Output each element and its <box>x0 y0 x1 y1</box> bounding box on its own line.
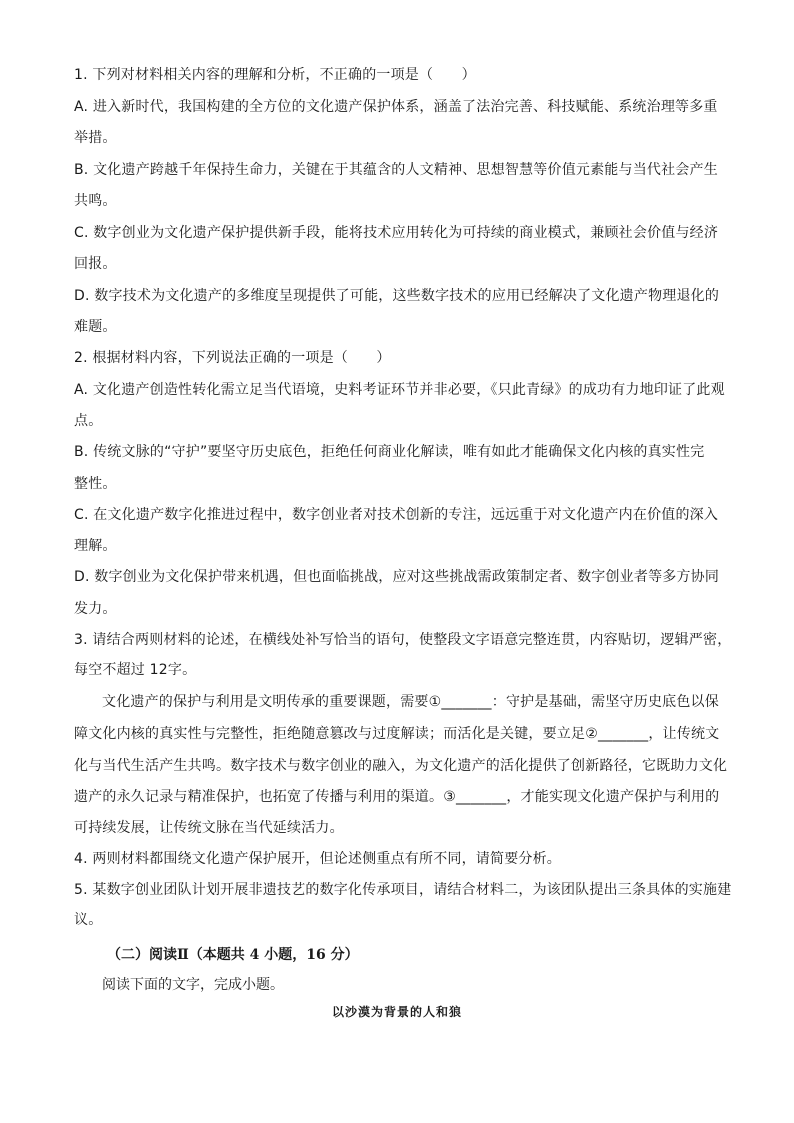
q3-stem-cont: 每空不超过 12字。 <box>74 662 197 678</box>
q3-passage-line: 遗产的永久记录与精准保护，也拓宽了传播与利用的渠道。③_______，才能实现文化遗产保护与利用的 <box>74 789 720 805</box>
q1-option-b-cont: 共鸣。 <box>74 193 117 209</box>
q2-option-a: A. 文化遗产创造性转化需立足当代语境，史料考证环节并非必要，《只此青绿》的成功有力地印证了此观 <box>74 382 725 398</box>
section-instruction: 阅读下面的文字，完成小题。 <box>102 977 284 993</box>
q3-passage-line: 文化遗产的保护与利用是文明传承的重要课题，需要①_______：守护是基础，需坚守历史底色以保 <box>102 694 719 710</box>
q2-option-b: B. 传统文脉的“守护”要坚守历史底色，拒绝任何商业化解读，唯有如此才能确保文化内核的真实性完 <box>74 444 705 460</box>
q2-option-c-cont: 理解。 <box>74 538 117 554</box>
q2-option-d-cont: 发力。 <box>74 601 117 617</box>
q2-option-d: D. 数字创业为文化保护带来机遇，但也面临挑战，应对这些挑战需政策制定者、数字创业者等多方协同 <box>74 569 720 585</box>
q1-option-c-cont: 回报。 <box>74 256 117 272</box>
q4-stem: 4. 两则材料都围绕文化遗产保护展开，但论述侧重点有所不同，请简要分析。 <box>74 851 562 867</box>
q3-passage-line: 障文化内核的真实性与完整性，拒绝随意篡改与过度解读；而活化是关键，要立足②_______，让传统文 <box>74 726 720 742</box>
q1-option-a-cont: 举措。 <box>74 130 117 146</box>
q2-option-b-cont: 整性。 <box>74 476 117 492</box>
q1-option-d-cont: 难题。 <box>74 319 117 335</box>
section-heading: （二）阅读Ⅱ（本题共 4 小题，16 分） <box>107 947 359 963</box>
q1-option-b: B. 文化遗产跨越千年保持生命力，关键在于其蕴含的人文精神、思想智慧等价值元素能与当代社会产生 <box>74 162 718 178</box>
q2-option-a-cont: 点。 <box>74 413 103 429</box>
q3-passage-line: 可持续发展，让传统文脉在当代延续活力。 <box>74 820 344 836</box>
q2-stem: 2. 根据材料内容，下列说法正确的一项是（ ） <box>74 350 391 366</box>
q1-option-a: A. 进入新时代，我国构建的全方位的文化遗产保护体系，涵盖了法治完善、科技赋能、系统治理等多重 <box>74 99 718 115</box>
q1-stem: 1. 下列对材料相关内容的理解和分析，不正确的一项是（ ） <box>74 67 476 83</box>
q1-option-c: C. 数字创业为文化遗产保护提供新手段，能将技术应用转化为可持续的商业模式，兼顾社会价值与经济 <box>74 225 719 241</box>
q3-passage-line: 化与当代生活产生共鸣。数字技术与数字创业的融入，为文化遗产的活化提供了创新路径，它既助力文化 <box>74 758 728 774</box>
q5-stem-cont: 议。 <box>74 912 103 928</box>
article-title: 以沙漠为背景的人和狼 <box>331 1005 462 1019</box>
q1-option-d: D. 数字技术为文化遗产的多维度呈现提供了可能，这些数字技术的应用已经解决了文化遗产物理退化的 <box>74 288 720 304</box>
q3-stem: 3. 请结合两则材料的论述，在横线处补写恰当的语句，使整段文字语意完整连贯，内容贴切，逻辑严密， <box>74 632 732 648</box>
q2-option-c: C. 在文化遗产数字化推进过程中，数字创业者对技术创新的专注，远远重于对文化遗产内在价值的深入 <box>74 507 719 523</box>
q5-stem: 5. 某数字创业团队计划开展非遗技艺的数字化传承项目，请结合材料二，为该团队提出三条具体的实施建 <box>74 882 732 898</box>
